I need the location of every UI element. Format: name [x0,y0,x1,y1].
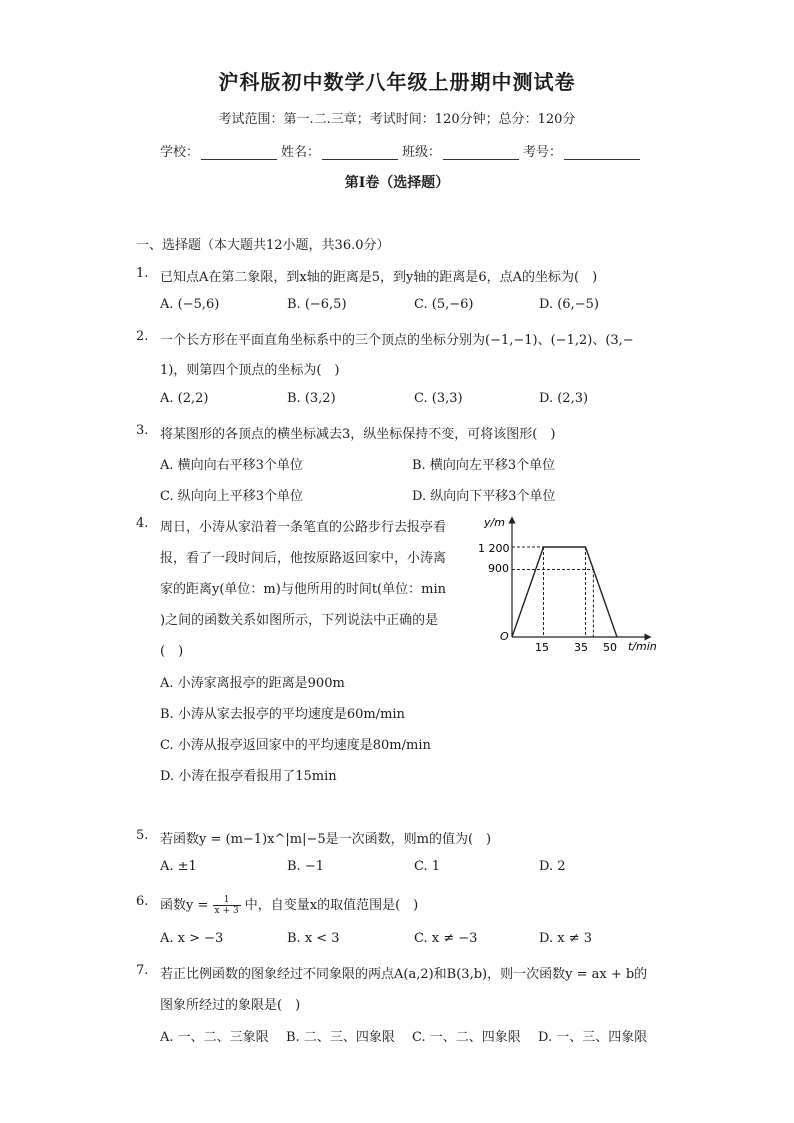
q5-option-d: D. 2 [539,859,566,874]
q7-option-d: D. 一、三、四象限 [538,1030,648,1045]
q4-option-b: B. 小涛从家去报亭的平均速度是60m/min [160,707,405,722]
q2-text-line2: 1)，则第四个顶点的坐标为( ) [160,363,340,378]
q3-option-d: D. 纵向向下平移3个单位 [412,489,556,504]
q4-text-line2: 报，看了一段时间后，他按原路返回家中，小涛离 [160,551,447,566]
q2-option-a: A. (2,2) [160,391,209,406]
q4-text-line4: )之间的函数关系如图所示，下列说法中正确的是 [160,613,439,628]
q4-text-line3: 家的距离y(单位：m)与他所用的时间t(单位：min [160,582,446,597]
q6-option-c: C. x ≠ −3 [414,931,478,946]
exam-title: 沪科版初中数学八年级上册期中测试卷 [218,70,576,94]
q6-option-b: B. x < 3 [287,931,340,946]
fraction: $\frac{1}{x + 3}$ [214,895,239,916]
q1-option-a: A. (−5,6) [160,297,220,312]
xtick-35: 35 [574,641,588,654]
guide-lines [512,547,593,637]
q1-option-d: D. (6,−5) [539,297,599,312]
q4-option-c: C. 小涛从报亭返回家中的平均速度是80m/min [160,738,431,753]
field-name: 姓名： [281,141,398,160]
volume-heading: 第Ⅰ卷（选择题） [344,175,450,191]
field-class: 班级： [402,141,519,160]
q3-option-b: B. 横向向左平移3个单位 [412,458,556,473]
student-fields [160,141,644,160]
q2-option-c: C. (3,3) [414,391,463,406]
q4-text-line5: ( ) [160,644,184,659]
field-school: 学校： [160,141,277,160]
section-heading: 一、选择题（本大题共12小题，共36.0分） [136,238,390,253]
q3-option-c: C. 纵向向上平移3个单位 [160,489,304,504]
q6-option-a: A. x > −3 [160,931,224,946]
q6-option-d: D. x ≠ 3 [539,931,592,946]
q1-option-b: B. (−6,5) [287,297,347,312]
q7-text-line2: 图象所经过的象限是( ) [160,998,301,1013]
q5-option-a: A. ±1 [160,859,197,874]
exam-info: 考试范围：第一.二.三章；考试时间：120分钟；总分：120分 [218,112,576,127]
q1-option-c: C. (5,−6) [414,297,474,312]
y-axis-label: y/m [484,516,505,529]
ytick-1200: 1 200 [478,542,510,555]
q7-option-b: B. 二、三、四象限 [286,1030,395,1045]
q5-option-c: C. 1 [414,859,441,874]
q4-option-a: A. 小涛家离报亭的距离是900m [160,676,345,691]
origin-label: O [500,630,509,643]
xtick-50: 50 [603,641,617,654]
q7-option-c: C. 一、二、四象限 [412,1030,521,1045]
ytick-900: 900 [488,562,509,575]
q3-option-a: A. 横向向右平移3个单位 [160,458,303,473]
q2-option-d: D. (2,3) [539,391,589,406]
distance-polyline [512,547,617,637]
q2-option-b: B. (3,2) [287,391,336,406]
q5-option-b: B. −1 [287,859,324,874]
q4-option-d: D. 小涛在报亭看报用了15min [160,769,337,784]
distance-time-graph [470,510,670,660]
q7-option-a: A. 一、二、三象限 [160,1030,269,1045]
xtick-15: 15 [535,641,549,654]
field-id: 考号： [523,141,640,160]
x-axis-label: t/min [628,640,657,653]
